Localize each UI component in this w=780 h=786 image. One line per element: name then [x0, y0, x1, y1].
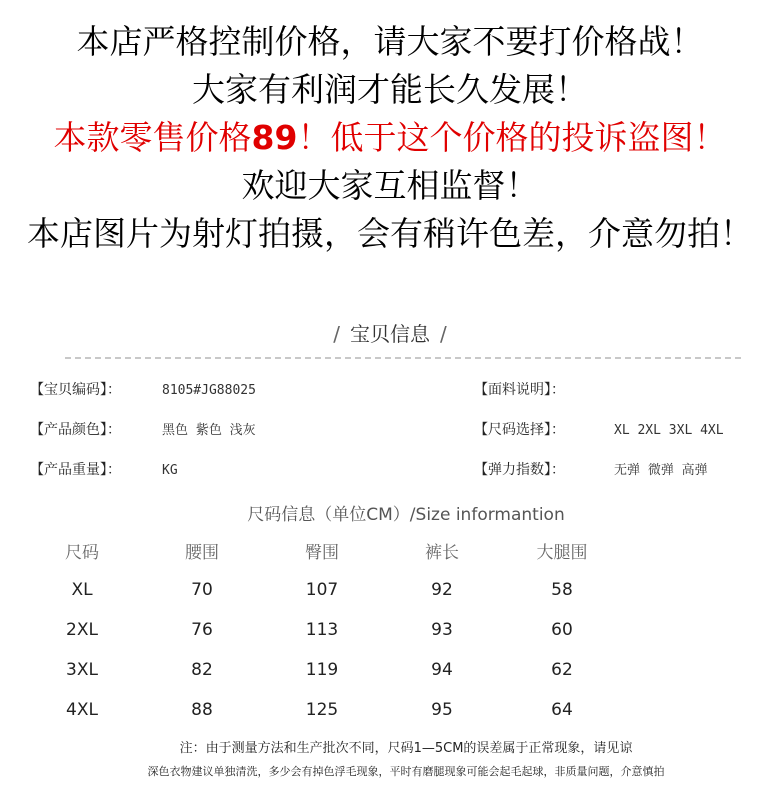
info-fabric	[474, 379, 614, 399]
table-cell: 107	[305, 580, 339, 600]
table-cell: 2XL	[66, 620, 98, 640]
info-elastic-label: 【弹力指数】：	[474, 462, 565, 478]
info-color-value: 黑色 紫色 浅灰	[162, 423, 256, 438]
header-waist: 腰围	[185, 542, 219, 563]
table-row	[22, 610, 622, 650]
info-color-label: 【产品颜色】：	[30, 422, 121, 438]
size-table-header-row	[22, 530, 622, 570]
notice-line-3-suffix: ！低于这个价格的投诉盗图！	[297, 118, 727, 157]
section-title-text: 宝贝信息	[350, 322, 430, 346]
price-notice	[0, 22, 780, 262]
table-cell: 64	[551, 700, 573, 720]
table-cell: 93	[431, 620, 453, 640]
header-hip: 臀围	[305, 542, 339, 563]
table-cell: 113	[305, 620, 339, 640]
table-cell: 58	[551, 580, 573, 600]
info-fabric-label: 【面料说明】：	[474, 382, 565, 398]
header-thigh: 大腿围	[536, 542, 588, 563]
table-cell: XL	[71, 580, 93, 600]
table-cell: 119	[305, 660, 339, 680]
table-row	[22, 570, 622, 610]
table-row	[22, 650, 622, 690]
info-weight-value: KG	[162, 463, 178, 478]
measurement-note: 注：由于测量方法和生产批次不同，尺码1—5CM的误差属于正常现象，请见谅	[179, 741, 633, 756]
section-title	[0, 318, 780, 347]
table-cell: 62	[551, 660, 573, 680]
size-table	[22, 530, 622, 730]
info-color	[30, 419, 256, 439]
info-size-value: XL 2XL 3XL 4XL	[614, 423, 724, 438]
table-cell: 4XL	[66, 700, 98, 720]
table-cell: 82	[191, 660, 213, 680]
info-code	[30, 379, 256, 399]
info-weight	[30, 459, 178, 479]
info-code-label: 【宝贝编码】：	[30, 382, 121, 398]
notice-line-5: 本店图片为射灯拍摄，会有稍许色差，介意勿拍！	[27, 214, 753, 253]
title-slash-left: /	[333, 322, 340, 346]
table-cell: 94	[431, 660, 453, 680]
table-cell: 70	[191, 580, 213, 600]
info-weight-label: 【产品重量】：	[30, 462, 121, 478]
table-cell: 95	[431, 700, 453, 720]
info-elastic	[474, 459, 708, 479]
table-cell: 3XL	[66, 660, 98, 680]
title-slash-right: /	[440, 322, 447, 346]
header-size: 尺码	[65, 542, 99, 563]
notice-line-3-prefix: 本款零售价格	[53, 118, 252, 157]
size-table-title: 尺码信息（单位CM）/Size informantion	[247, 505, 565, 525]
table-cell: 88	[191, 700, 213, 720]
table-cell: 125	[305, 700, 339, 720]
table-cell: 92	[431, 580, 453, 600]
info-size-label: 【尺码选择】：	[474, 422, 565, 438]
header-length: 裤长	[425, 542, 459, 563]
dashed-divider	[65, 357, 741, 359]
notice-line-3	[0, 118, 780, 166]
info-size	[474, 419, 724, 439]
notice-line-2: 大家有利润才能长久发展！	[192, 70, 588, 109]
table-row	[22, 690, 622, 730]
info-elastic-value: 无弹 微弹 高弹	[614, 463, 708, 478]
washing-note: 深色衣物建议单独清洗，多少会有掉色浮毛现象，平时有磨腿现象可能会起毛起球，非质量问题，介意慎拍	[147, 765, 665, 778]
retail-price: 89	[251, 118, 298, 157]
info-code-value: 8105#JG88025	[162, 383, 256, 398]
table-cell: 60	[551, 620, 573, 640]
table-cell: 76	[191, 620, 213, 640]
notice-line-1: 本店严格控制价格，请大家不要打价格战！	[76, 22, 704, 61]
notice-line-4: 欢迎大家互相监督！	[241, 166, 539, 205]
